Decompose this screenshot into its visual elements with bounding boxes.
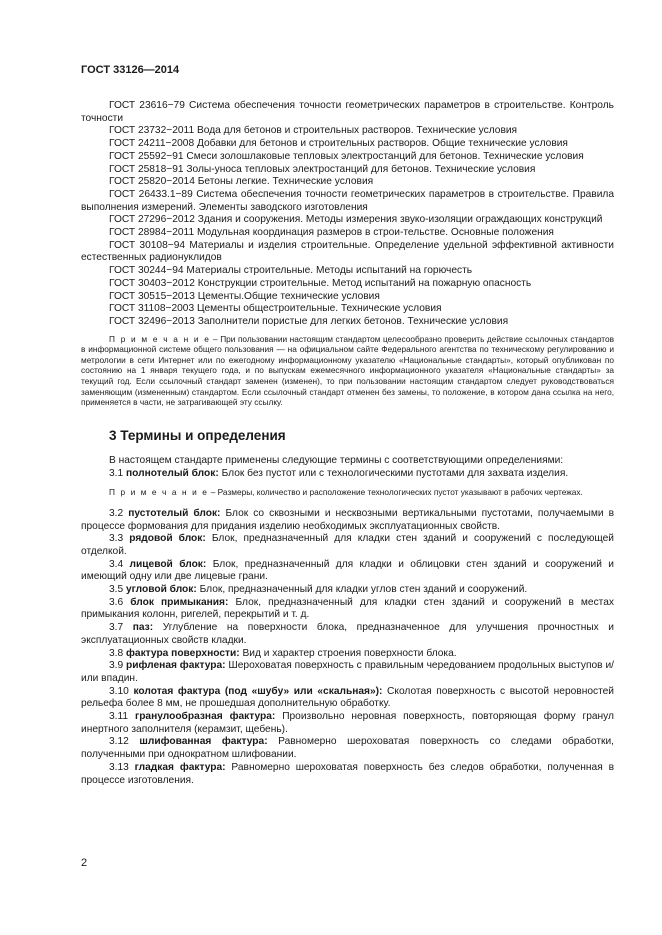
term-number: 3.10: [109, 685, 134, 697]
term-definition: Сколотая поверхность с высотой неровностей рельефа более 8 мм, не прошедшая дополнительную обработку.: [81, 685, 614, 710]
reference-item: ГОСТ 25820−2014 Бетоны легкие. Технические условия: [109, 176, 374, 188]
term-name: шлифованная фактура:: [139, 736, 268, 748]
term-3-9: [81, 660, 614, 685]
term-definition: Блок без пустот или с технологическими пустотами для захвата изделия.: [218, 467, 569, 479]
reference-item: ГОСТ 30108−94 Материалы и изделия строительные. Определение удельной эффективной активности естественных радионуклидов: [81, 239, 614, 264]
term-definition: Блок, предназначенный для кладки стен зданий и сооружений с последующей отделкой.: [81, 533, 614, 557]
reference-item: ГОСТ 27296−2012 Здания и сооружения. Методы измерения звуко-изоляции ограждающих конструкций: [109, 214, 603, 226]
term-definition: Шероховатая поверхность с правильным чередованием продольных выступов и/или впадин.: [81, 660, 614, 684]
note-label: П р и м е ч а н и е: [109, 487, 209, 498]
reference-item: ГОСТ 28984−2011 Модульная координация размеров в строи-тельстве. Основные положения: [109, 227, 554, 239]
references-list: [81, 100, 614, 329]
reference-item: ГОСТ 24211−2008 Добавки для бетонов и строительных растворов. Общие технические условия: [109, 138, 568, 150]
reference-item: ГОСТ 25592−91 Смеси золошлаковые тепловых электростанций для бетонов. Технические условия: [109, 150, 584, 162]
term-definition: Произвольно неровная поверхность, повторяющая форму гранул инертного заполнителя (керамзит, щебень).: [81, 711, 614, 735]
references-note: [81, 334, 614, 408]
term-3-13: [81, 762, 614, 787]
reference-item: ГОСТ 30244−94 Материалы строительные. Методы испытаний на горючесть: [109, 265, 473, 277]
term-number: 3.8: [109, 647, 126, 659]
term-definition: Блок, предназначенный для кладки и облицовки стен зданий и сооружений и имеющий одну или две лицевые грани.: [81, 558, 614, 583]
reference-item: ГОСТ 23616−79 Система обеспечения точности геометрических параметров в строительстве. Контроль точности: [81, 100, 614, 124]
term-name: рядовой блок:: [129, 533, 206, 545]
term-note: [81, 487, 614, 498]
note-text: – Размеры, количество и расположение технологических пустот указывают в рабочих чертежах.: [208, 487, 583, 498]
term-number: 3.6: [109, 596, 131, 608]
term-name: блок примыкания:: [130, 596, 229, 608]
term-name: угловой блок:: [126, 584, 197, 596]
reference-item: ГОСТ 23732−2011 Вода для бетонов и строительных растворов. Технические условия: [109, 125, 518, 137]
reference-item: ГОСТ 25818−91 Золы-уноса тепловых электростанций для бетонов. Технические условия: [109, 163, 536, 175]
term-number: 3.4: [109, 558, 130, 570]
term-name: пустотелый блок:: [128, 507, 221, 519]
document-header: ГОСТ 33126—2014: [81, 64, 180, 76]
term-3-8: [81, 648, 614, 661]
section-intro: В настоящем стандарте применены следующие термины с соответствующими определениями:: [109, 454, 564, 466]
term-definition: Равномерно шероховатая поверхность без следов обработки, полученная в процессе изготовления.: [81, 761, 614, 786]
term-number: 3.2: [109, 507, 129, 519]
reference-item: ГОСТ 30515−2013 Цементы.Общие технические условия: [109, 290, 380, 302]
term-definition: Блок, предназначенный для кладки стен зданий и сооружений в местах примыкания колонн, ригелей, перекрытий и т. д.: [81, 596, 614, 621]
term-definition: Равномерно шероховатая поверхность со следами обработки, полученными при однократном шлифовании.: [81, 736, 614, 761]
reference-item: ГОСТ 26433.1−89 Система обеспечения точности геометрических параметров в строительстве. Правила выполнения измерений. Элементы заводского изготовления: [81, 188, 614, 213]
term-name: паз:: [132, 622, 154, 634]
term-3-2: [81, 508, 614, 533]
term-number: 3.1: [109, 467, 126, 479]
term-3-11: [81, 711, 614, 736]
term-number: 3.9: [109, 660, 127, 672]
term-number: 3.3: [109, 533, 130, 545]
term-3-3: [81, 533, 614, 558]
term-definition: Вид и характер строения поверхности блока.: [239, 647, 457, 659]
term-name: полнотелый блок:: [126, 467, 219, 479]
term-definition: Блок со сквозными и несквозными вертикальными пустотами, получаемыми в процессе формования для придания изделию необходимых эксплуатационных свойств.: [81, 507, 614, 532]
term-name: фактура поверхности:: [126, 647, 240, 659]
term-name: колотая фактура (под «шубу» или «скальная»):: [133, 685, 383, 697]
term-definition: Блок, предназначенный для кладки углов стен зданий и сооружений.: [196, 584, 528, 596]
term-name: гранулообразная фактура:: [134, 711, 276, 723]
reference-item: ГОСТ 31108−2003 Цементы общестроительные. Технические условия: [109, 303, 442, 315]
term-number: 3.11: [109, 711, 135, 723]
term-3-7: [81, 622, 614, 647]
term-definition: Углубление на поверхности блока, предназначенное для улучшения прочностных и эксплуатационных свойств кладки.: [81, 622, 614, 646]
term-number: 3.13: [109, 761, 135, 773]
term-3-6: [81, 597, 614, 622]
term-3-4: [81, 559, 614, 584]
term-3-10: [81, 686, 614, 711]
term-name: рифленая фактура:: [126, 660, 226, 672]
term-3-5: [81, 584, 614, 597]
term-name: лицевой блок:: [129, 558, 207, 570]
term-number: 3.7: [109, 622, 133, 634]
reference-item: ГОСТ 32496−2013 Заполнители пористые для легких бетонов. Технические условия: [109, 315, 509, 327]
note-label: П р и м е ч а н и е: [109, 333, 211, 344]
note-text: – При пользовании настоящим стандартом целесообразно проверить действие ссылочных стандартов в информационной системе общего пользования — на официальном сайте Федерального агентства по техническому регулированию и метрологии в сети Интернет или по ежегодному информационному указателю «Национальные стандарты», который опубликован по состоянию на 1 января текущего года, и по выпускам ежемесячного информационного указателя «Национальные стандарты» за текущий год. Если ссылочный стандарт заменен (изменен), то при пользовании настоящим стандартом следует руководствоваться заменяющим (измененным) стандартом. Если ссылочный стандарт отменен без замены, то положение, в котором дана ссылка на него, применяется в части, не затрагивающей эту ссылку.: [81, 333, 615, 408]
term-number: 3.12: [109, 736, 140, 748]
reference-item: ГОСТ 30403−2012 Конструкции строительные. Метод испытаний на пожарную опасность: [109, 277, 532, 289]
term-number: 3.5: [109, 584, 126, 596]
term-3-1: [81, 468, 614, 481]
term-name: гладкая фактура:: [134, 761, 226, 773]
page-number: 2: [81, 857, 88, 869]
section-title: 3 Термины и определения: [109, 427, 286, 443]
document-page: [81, 64, 614, 787]
term-3-12: [81, 736, 614, 761]
